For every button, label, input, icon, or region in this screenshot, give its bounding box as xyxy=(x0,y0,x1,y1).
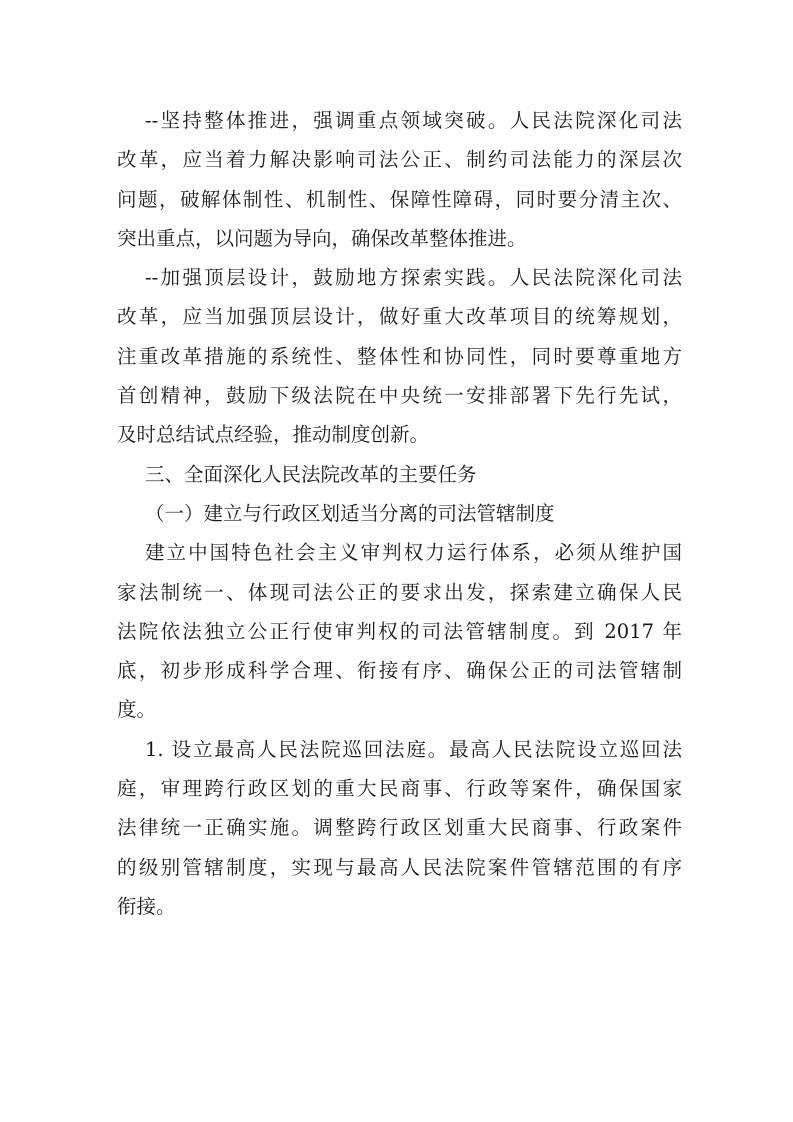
paragraph-top-level-design xyxy=(117,258,682,454)
paragraph-line: 衔接。 xyxy=(117,894,176,918)
document-body xyxy=(117,101,682,926)
section-heading-main-tasks xyxy=(117,455,682,494)
subsection-heading-jurisdiction xyxy=(117,494,682,533)
paragraph-line: 建立中国特色社会主义审判权力运行体系，必须从维护国 xyxy=(145,541,682,565)
paragraph-line: 底，初步形成科学合理、衔接有序、确保公正的司法管辖制 xyxy=(117,659,682,683)
paragraph-line: 家法制统一、体现司法公正的要求出发，探索建立确保人民 xyxy=(117,580,682,604)
paragraph-jurisdiction-system xyxy=(117,533,682,729)
paragraph-line: 改革，应当着力解决影响司法公正、制约司法能力的深层次 xyxy=(117,148,682,172)
paragraph-circuit-court xyxy=(117,730,682,926)
paragraph-line: 首创精神，鼓励下级法院在中央统一安排部署下先行先试， xyxy=(117,384,682,408)
paragraph-line: 的级别管辖制度，实现与最高人民法院案件管辖范围的有序 xyxy=(117,855,682,879)
paragraph-line: 突出重点，以问题为导向，确保改革整体推进。 xyxy=(117,226,527,250)
paragraph-overall-advancement xyxy=(117,101,682,258)
paragraph-line: 法律统一正确实施。调整跨行政区划重大民商事、行政案件 xyxy=(117,816,682,840)
paragraph-line: --坚持整体推进，强调重点领域突破。人民法院深化司法 xyxy=(145,109,682,132)
paragraph-line: 注重改革措施的系统性、整体性和协同性，同时要尊重地方 xyxy=(117,344,682,368)
paragraph-line: 改革，应当加强顶层设计，做好重大改革项目的统筹规划， xyxy=(117,305,682,329)
section-heading: 三、全面深化人民法院改革的主要任务 xyxy=(145,462,477,486)
paragraph-line: 法院依法独立公正行使审判权的司法管辖制度。到 2017 年 xyxy=(117,619,682,643)
paragraph-line: 庭，审理跨行政区划的重大民商事、行政等案件，确保国家 xyxy=(117,777,682,801)
paragraph-line: --加强顶层设计，鼓励地方探索实践。人民法院深化司法 xyxy=(145,266,682,290)
paragraph-line: 及时总结试点经验，推动制度创新。 xyxy=(117,423,430,447)
paragraph-line: 度。 xyxy=(117,698,157,722)
paragraph-line: 问题，破解体制性、机制性、保障性障碍，同时要分清主次、 xyxy=(117,187,682,211)
paragraph-line: 1. 设立最高人民法院巡回法庭。最高人民法院设立巡回法 xyxy=(145,737,682,761)
subsection-heading: （一）建立与行政区划适当分离的司法管辖制度 xyxy=(145,501,555,525)
